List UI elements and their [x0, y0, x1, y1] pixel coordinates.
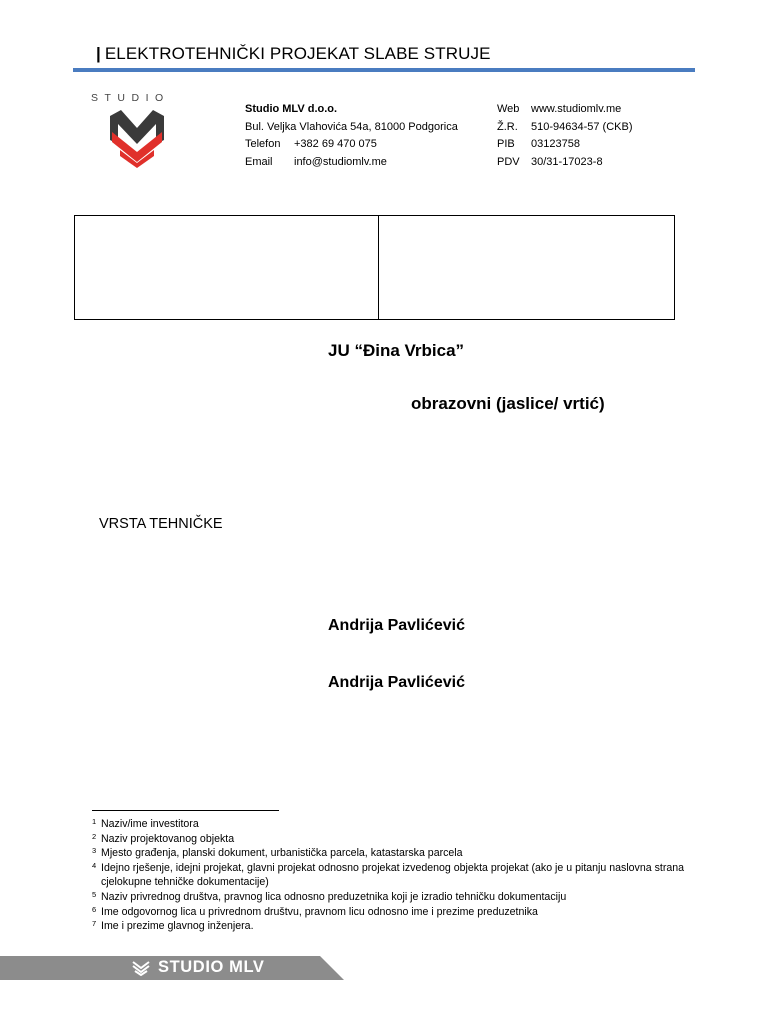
footnote-text: Idejno rješenje, idejni projekat, glavni projekat odnosno projekat izvedenog objekta projekat (ako je u pitanju naslovna strana cjelokupne tehničke dokumentacije) [101, 861, 685, 889]
pib-label: PIB [497, 138, 515, 150]
investor-name: JU “Đina Vrbica” [328, 341, 465, 360]
web-label: Web [497, 103, 520, 115]
footnote-6 [92, 905, 692, 920]
company-name: Studio MLV d.o.o. [245, 103, 338, 115]
pib-row [497, 136, 633, 154]
header-table [74, 215, 675, 320]
footnote-3 [92, 846, 692, 861]
phone-label: Telefon [245, 138, 281, 150]
chief-engineer: Andrija Pavlićević [328, 674, 465, 691]
web-value: www.studiomlv.me [531, 103, 622, 115]
pdv-label: PDV [497, 155, 520, 168]
footnote-rule [92, 810, 279, 811]
footnote-5 [92, 890, 692, 905]
footnote-text: Naziv projektovanog objekta [101, 832, 235, 845]
footnote-number: 2 [92, 831, 97, 841]
footnote-2 [92, 832, 692, 847]
pdv-row [497, 154, 633, 172]
footnote-text: Naziv privrednog društva, pravnog lica odnosno preduzetnika koji je izradio tehničku dokumentaciju [101, 890, 567, 903]
footnote-number: 5 [92, 889, 97, 899]
pdv-value: 30/31-17023-8 [531, 155, 603, 168]
company-registration [497, 101, 633, 171]
footnote-number: 4 [92, 860, 97, 870]
company-address: Bul. Veljka Vlahovića 54a, 81000 Podgorica [245, 120, 458, 133]
footnote-text: Ime odgovornog lica u privrednom društvu, pravnom licu odnosno ime i prezime preduzetnika [101, 905, 538, 918]
footnote-7 [92, 919, 692, 934]
documentation-type-label: VRSTA TEHNIČKE [99, 516, 223, 532]
studio-mlv-mark-icon [131, 960, 151, 976]
footer-brand: STUDIO MLV [158, 958, 265, 976]
email-value: info@studiomlv.me [294, 155, 387, 168]
phone-value: +382 69 470 075 [294, 138, 377, 150]
footnote-number: 6 [92, 904, 97, 914]
responsible-person: Andrija Pavlićević [328, 617, 465, 634]
table-divider [378, 216, 379, 319]
studio-mlv-logo-icon [106, 106, 168, 168]
footnote-text: Ime i prezime glavnog inženjera. [101, 920, 254, 933]
company-info [245, 101, 458, 171]
company-email-row [245, 154, 458, 172]
object-name: obrazovni (jaslice/ vrtić) [411, 394, 605, 413]
zr-label: Ž.R. [497, 120, 518, 133]
footnote-number: 7 [92, 919, 97, 929]
footnotes [92, 817, 692, 934]
email-label: Email [245, 155, 273, 168]
header-bar: | [96, 44, 101, 63]
footnote-number: 1 [92, 817, 97, 826]
header-rule [73, 68, 695, 72]
header-title: ELEKTROTEHNIČKI PROJEKAT SLABE STRUJE [104, 44, 491, 63]
footnote-text: Mjesto građenja, planski dokument, urbanistička parcela, katastarska parcela [101, 847, 463, 860]
document-header [96, 44, 491, 64]
footnote-number: 3 [92, 846, 97, 856]
logo-wordmark: STUDIO [91, 92, 170, 104]
pib-value: 03123758 [531, 138, 580, 150]
footnote-text: Naziv/ime investitora [101, 818, 199, 830]
footnote-4 [92, 861, 692, 890]
zr-value: 510-94634-57 (CKB) [531, 120, 633, 133]
company-phone-row [245, 136, 458, 154]
web-row [497, 101, 633, 119]
zr-row [497, 119, 633, 137]
footnote-1 [92, 817, 692, 832]
